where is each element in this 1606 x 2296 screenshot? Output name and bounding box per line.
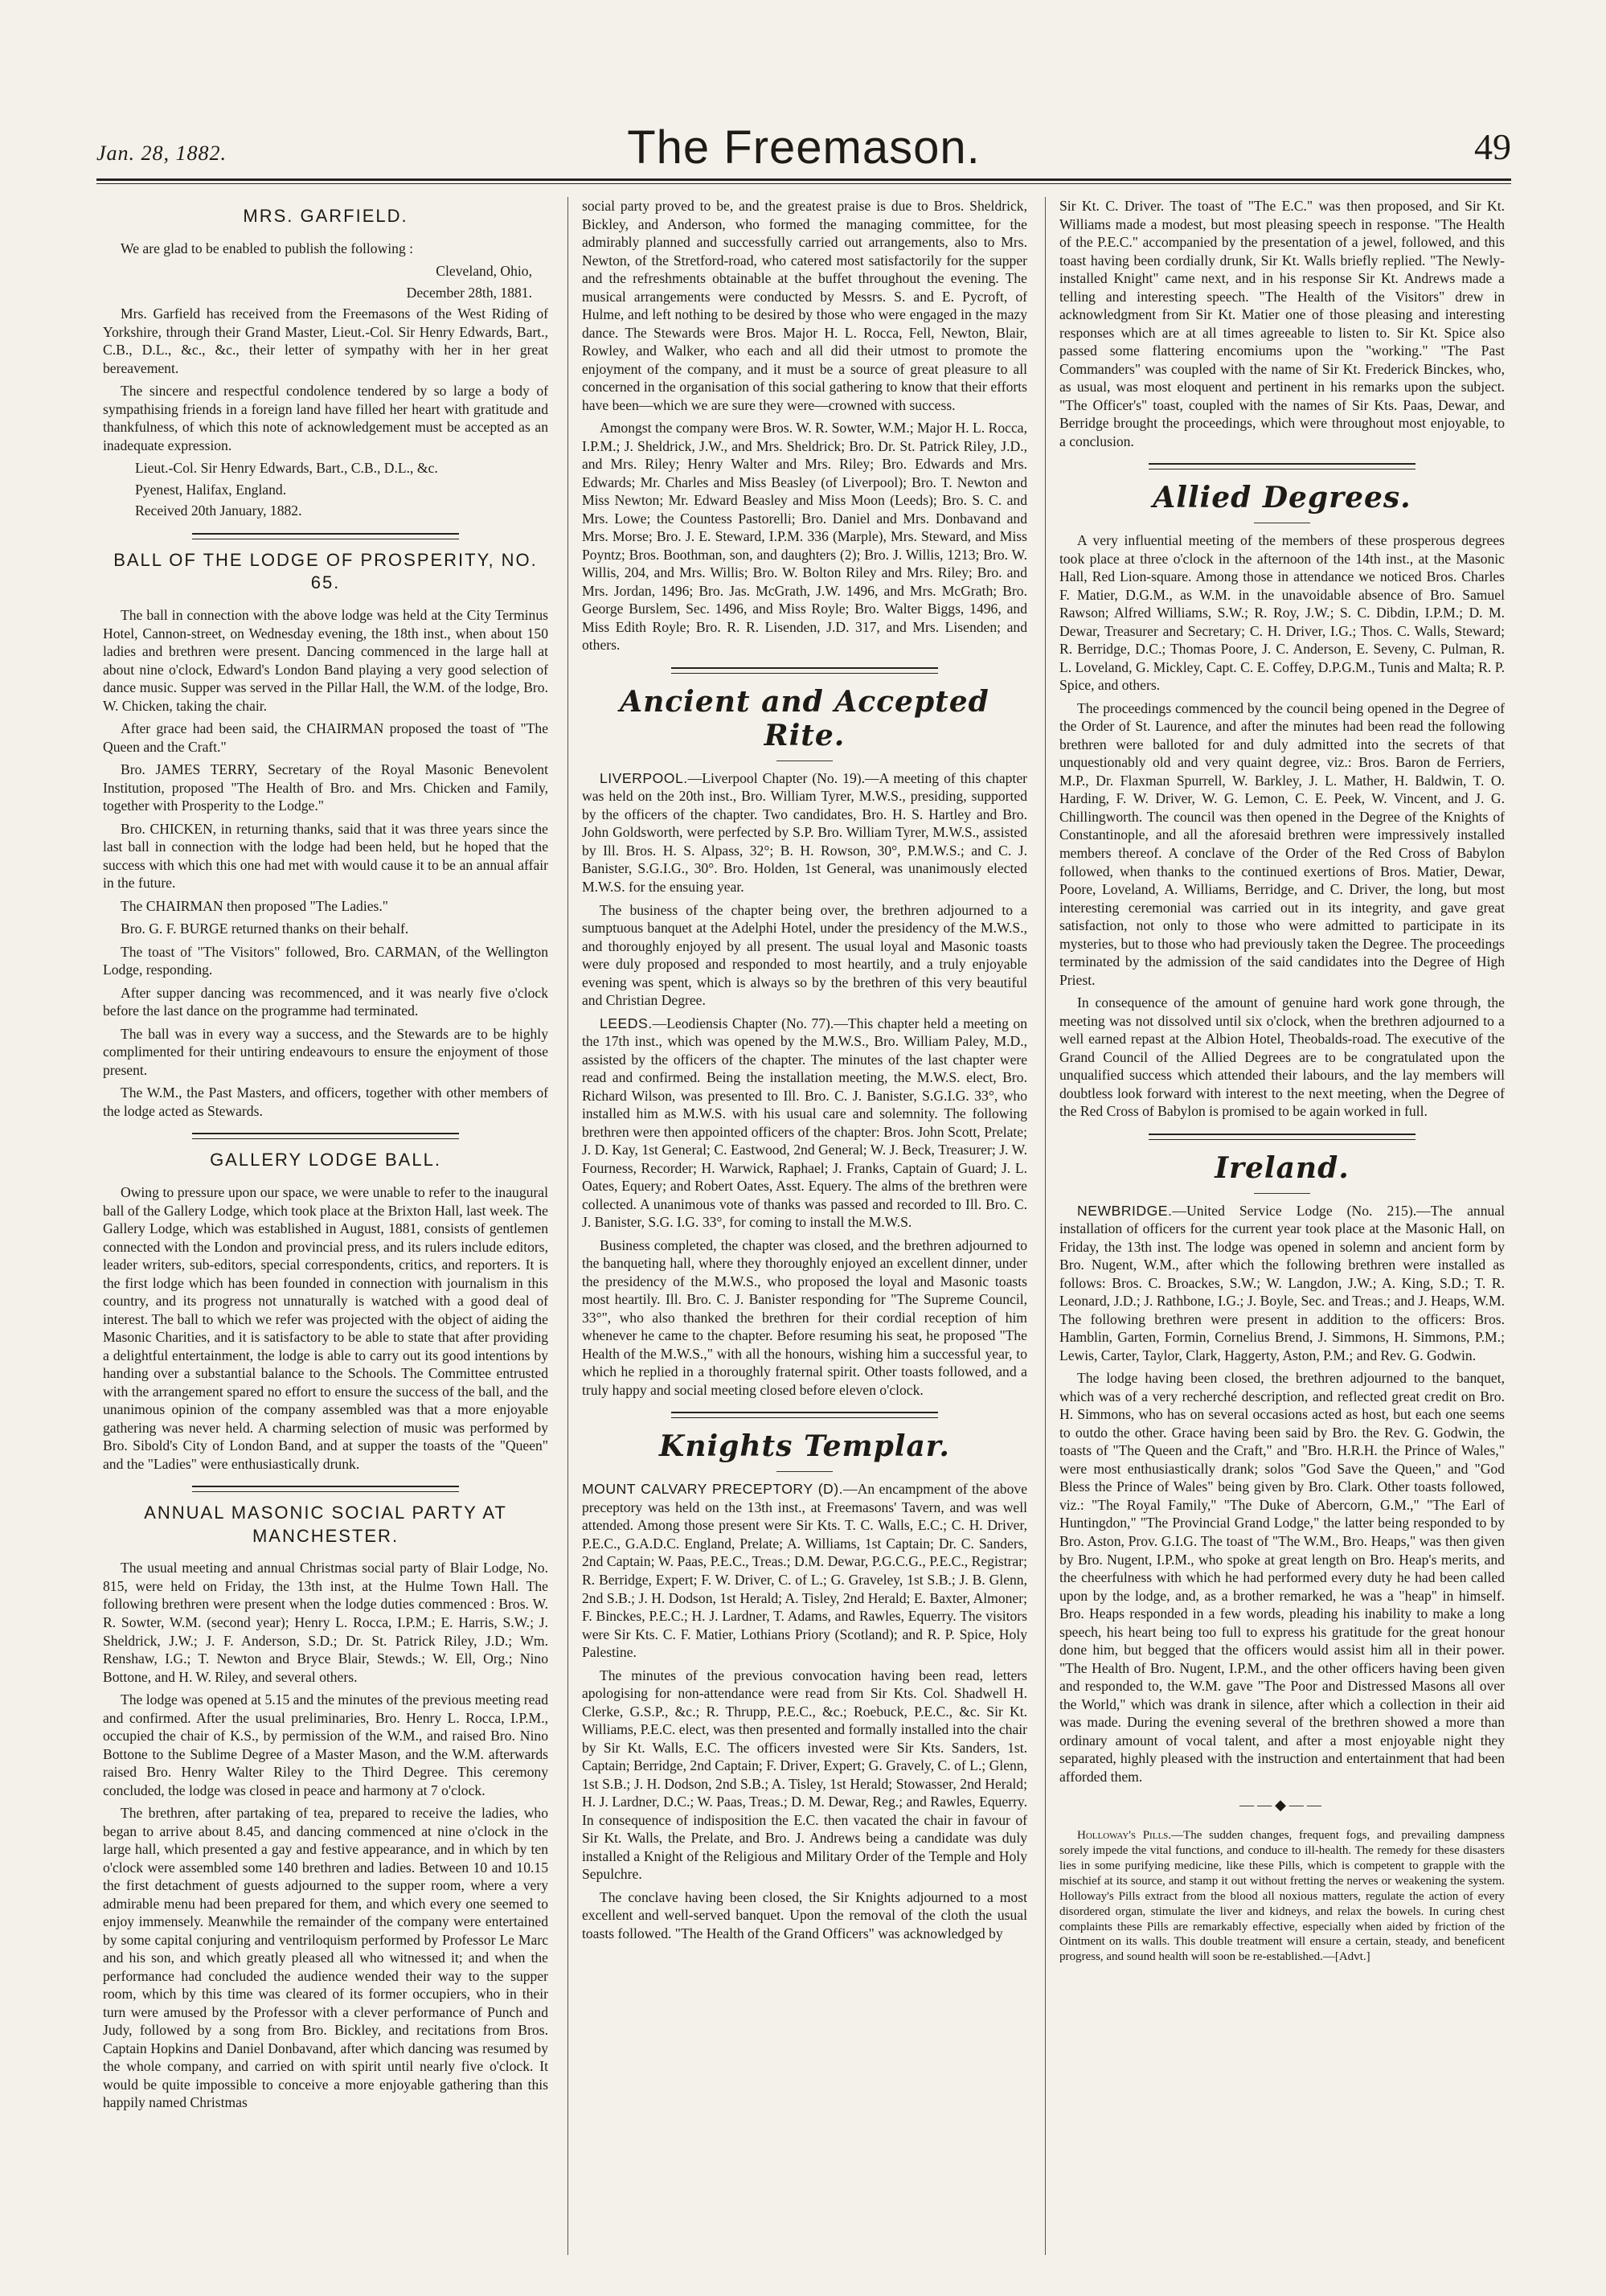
issue-date: Jan. 28, 1882. <box>96 141 227 165</box>
heading-rule <box>1254 1193 1310 1194</box>
column-divider <box>1045 197 1046 2255</box>
article-paragraph: The minutes of the previous convocation having been read, letters apologising for non-attendance were read from Sir Kts. Col. Shadwell H. Clerke, G.S.P., &c.; R. Thrupp, P.E.C., &c.; Roebuck, P.E.C., &c. Sir Kt. Williams, P.E.C. elect, was then presented and formally installed into the chair by Sir Kt. Walls, E.C. The officers invested were Sir Kts. Sanders, 1st. Captain; Berridge, 2nd Captain; F. Driver, Expert; G. Gravely, C. of L.; Glenn, 1st S.B.; J. H. Dodson, 2nd S.B.; A. Tisley, 1st Herald; Stowasser, 2nd Herald; H. J. Lardner, D.C.; W. Paas, Treas.; D. M. Dewar, Reg.; and Rawles, Equerry. In consequence of indisposition the E.C. then vacated the chair in favour of Sir Kt. Walls, the Prelate, and Bro. J. Andrews being a candidate was duly installed a Knight of the Religious and Military Order of the Temple and Holy Sepulchre. <box>582 1667 1027 1883</box>
article-paragraph: Owing to pressure upon our space, we were unable to refer to the inaugural ball of the Gallery Lodge, which took place at the Brixton Hall, last week. The Gallery Lodge, which was established in August, 1881, consists of gentlemen connected with the London and provincial press, and its rulers include editors, leader writers, sub-editors, special correspondents, critics, and reporters. It is the first lodge which has been founded in connection with journalism in this country, and its progress not unnaturally is watched with a good deal of interest. The ball to which we refer was projected with the object of aiding the Masonic Charities, and it is satisfactory to be able to state that after providing a delightful entertainment, the lodge is able to carry out its good intentions by handing over a substantial balance to the Schools. The Committee entrusted with the arrangement spared no effort to ensure the success of the ball, and the unanimous opinion of the company assembled was that a more enjoyable gathering was never held. A charming selection of music was performed by Bro. Sibold's City of London Band, and at supper the toasts of the "Queen" and the "Ladies" were enthusiastically drunk. <box>103 1184 548 1472</box>
article-paragraph: The ball in connection with the above lodge was held at the City Terminus Hotel, Cannon-street, on Wednesday evening, the 18th inst., when about 150 ladies and brethren were present. Dancing commenced in the large hall at about nine o'clock, Edward's London Band playing a very good selection of dance music. Supper was served in the Pillar Hall, the W.M. of the lodge, Bro. W. Chicken, taking the chair. <box>103 607 548 714</box>
section-rule <box>1149 1134 1415 1140</box>
page-number: 49 <box>1474 126 1511 167</box>
letter-address: Pyenest, Halifax, England. <box>135 481 287 498</box>
section-heading-allied-degrees: Allied Degrees. <box>1153 481 1411 515</box>
paper-title: The Freemason. <box>627 121 981 174</box>
article-paragraph: A very influential meeting of the members of these prosperous degrees took place at three o'clock in the afternoon of the 14th inst., at the Masonic Hall, Red Lion-square. Among those in attendance we noticed Bros. Charles F. Matier, D.G.M., as W.M. in the unavoidable absence of Bro. Samuel Rawson; Alfred Williams, S.W.; R. Roy, J.W.; S. C. Dibdin, I.P.M.; D. M. Dewar, Treasurer and Secretary; C. H. Driver, I.G.; Thos. C. Walls, Steward; R. Berridge, D.C.; Thomas Poore, J. C. Anderson, E. Seveny, C. Pulman, R. L. Loveland, G. Mickley, Capt. C. E. Coffey, D.P.G.M., Tunis and Malta; R. P. Spice, and others. <box>1059 532 1505 694</box>
column-3 <box>1059 197 1505 2255</box>
dateline-newbridge: NEWBRIDGE. <box>1077 1202 1173 1219</box>
article-heading-garfield: MRS. GARFIELD. <box>243 206 408 226</box>
masthead-rule-thin <box>96 183 1511 184</box>
article-paragraph: In consequence of the amount of genuine hard work gone through, the meeting was not dissolved until six o'clock, when the brethren adjourned to a well earned repast at the Albion Hotel, Theobalds-road. The executive of the Grand Council of the Allied Degrees are to be congratulated upon the unqualified success which attended their labours, and the lay members will doubtless look forward with interest to the next meeting, when the Degree of the Red Cross of Babylon is promised to be again worked in full. <box>1059 994 1505 1120</box>
article-heading-gallery: GALLERY LODGE BALL. <box>210 1150 441 1171</box>
article-text: —United Service Lodge (No. 215).—The annual installation of officers for the current year took place at the Masonic Hall, on Friday, the 13th inst. The lodge was opened in solemn and ancient form by Bro. Nugent, W.M., after which the following brethren were installed as follows: Bros. C. Broackes, S.W.; W. Langdon, J.W.; A. King, S.D.; T. R. Leonard, J.D.; J. Rathbone, I.G.; J. Boyle, Sec. and Treas.; and J. Heaps, W.M. The following brethren were present in addition to the officers: Bros. Hamblin, Garten, Formin, Cornelius Brend, J. Simmons, H. Simmons, P.M.; Lewis, Carter, Taylor, Clark, Haggerty, Aston, P.M.; and Rev. G. Godwin. <box>1059 1202 1505 1363</box>
dateline-liverpool: LIVERPOOL. <box>600 769 688 786</box>
article-paragraph: Amongst the company were Bros. W. R. Sowter, W.M.; Major H. L. Rocca, I.P.M.; J. Sheldrick, J.W., and Mrs. Sheldrick; Bro. Dr. St. Patrick Riley, J.D., and Mrs. Riley; Henry Walter and Mrs. Riley; Bro. Edwards and Mrs. Edwards; Mr. Charles and Miss Beasley (of Liverpool); Bro. T. Newton and Miss Newton; Mr. Edward Beasley and Miss Moon (Leeds); Bro. S. C. and Mrs. Lowe; the Countess Pastorelli; Bro. Daniel and Mrs. Donbavand and Mrs. Morse; Bro. J. E. Steward, I.P.M. 336 (Marple), Mrs. Steward, and Miss Poyntz; Bros. Boothman, son, and daughters (2); Bro. J. Willis, 1213; Bro. W. Willis, 204, and Mrs. Willis; Bro. W. Bolton Riley and Mrs. Riley; Bro. and Mrs. Jordan, 1496; Bro. Jas. McGrath, J.W. 1496, and Mrs. McGrath; Bro. George Burslem, Sec. 1496, and Miss Royle; Bro. Walter Biggs, 1496, and Miss Edith Royle; Bro. R. R. Lisenden, J.D. 317, and Mrs. Lisenden; and others. <box>582 420 1027 654</box>
letter-place: Cleveland, Ohio, <box>436 263 532 280</box>
article-paragraph: Business completed, the chapter was closed, and the brethren adjourned to the banqueting hall, where they thoroughly enjoyed an excellent dinner, under the presidency of the M.W.S., who proposed the loyal and Masonic toasts most heartily. Ill. Bro. C. J. Banister responding for "The Supreme Council, 33°", who also thanked the brethren for their cordial reception of him whenever he came to the chapter. Before resuming his seat, he proposed "The Health of the M.W.S.," with all the honours, wishing him a successful year, to which he replied in a thoroughly fraternal spirit. Other toasts followed, and a truly happy and social meeting closed before eleven o'clock. <box>582 1236 1027 1398</box>
article-paragraph: Bro. CHICKEN, in returning thanks, said that it was three years since the last ball in connection with the lodge had been held, but he hoped that the success with which this one had met with would cause it to be an annual affair in the future. <box>103 820 548 892</box>
article-paragraph: The business of the chapter being over, the brethren adjourned to a sumptuous banquet at the Adelphi Hotel, under the presidency of the M.W.S., and thoroughly enjoyed by all present. The usual loyal and Masonic toasts were duly proposed and responded to most heartily, and a truly enjoyable evening was spent, which is always so by the brethren of this very beautiful and Christian Degree. <box>582 901 1027 1009</box>
advert-name: Holloway's Pills. <box>1077 1829 1172 1843</box>
dateline-leeds: LEEDS. <box>600 1015 653 1031</box>
article-paragraph: The proceedings commenced by the council being opened in the Degree of the Order of St. Laurence, and after the minutes had been read the following brethren were balloted for and duly admitted into the secrets of that unquestionably old and very quaint degree, viz.: Bros. Baron de Ferriers, M.P., Dr. Flaxman Spurrell, W. Barkley, J. L. Mather, H. Baldwin, T. O. Harding, F. W. Driver, W. G. Lemon, C. E. Peek, W. Vincent, and J. G. Chillingworth. The council was then opened in the Degree of the Knights of Constantinople, and all the aforesaid brethren were impressively installed members thereof. A conclave of the Order of the Red Cross of Babylon followed, when thanks to the continued exertions of Bros. Matier, Dewar, Poore, Loveland, A. Williams, Berridge, and C. Driver, the long, but most interesting ceremonial was carried out in its integrity, and gave great satisfaction, not only to those who were admitted to participate in its mysteries, but to those who had previously taken the Degree. The proceedings terminated by the admission of the said candidates into the Degree of High Priest. <box>1059 699 1505 988</box>
article-paragraph: social party proved to be, and the greatest praise is due to Bros. Sheldrick, Bickley, and Anderson, who formed the managing committee, for the admirably planned and successfully carried out arrangements, also to Mrs. Newton, of the Stretford-road, who catered most satisfactorily for the supper and the refreshments obtainable at the buffet throughout the evening. The musical arrangements were conducted by Messrs. S. and E. Pycroft, of Hulme, and left nothing to be desired by those who were engaged in the mazy dance. The Stewards were Bros. Major H. L. Rocca, Fell, Newton, Blair, Rowley, and Walker, who each and all did their utmost to promote the enjoyment of the company, and it must be a source of great pleasure to all concerned in the organisation of this social gathering to know that their efforts have been—which we are sure they were—crowned with success. <box>582 198 1027 413</box>
column-divider <box>567 197 568 2255</box>
article-paragraph: The sincere and respectful condolence tendered by so large a body of sympathising friends in a foreign land have filled her heart with gratitude and thankfulness, of which this note of acknowledgement must be accepted as an inadequate expression. <box>103 383 548 453</box>
article-heading-prosperity: BALL OF THE LODGE OF PROSPERITY, NO. 65. <box>113 549 538 593</box>
masthead-rule <box>96 178 1511 181</box>
letter-received: Received 20th January, 1882. <box>135 502 302 519</box>
column-1 <box>103 197 548 2255</box>
article-paragraph: The lodge was opened at 5.15 and the minutes of the previous meeting read and confirmed. After the usual preliminaries, Bro. Henry L. Rocca, I.P.M., occupied the chair of K.S., by permission of the W.M., and raised Bro. Nino Bottone to the Sublime Degree of a Master Mason, and the W.M. afterwards raised Bro. Henry Walter Riley to the Third Degree. This ceremony concluded, the lodge was closed in peace and harmony at 7 o'clock. <box>103 1691 548 1798</box>
letter-addressee: Lieut.-Col. Sir Henry Edwards, Bart., C.B., D.L., &c. <box>135 460 438 477</box>
section-heading-ireland: Ireland. <box>1215 1150 1350 1185</box>
section-rule <box>1149 463 1415 469</box>
advertisement <box>1059 1828 1505 1965</box>
article-text: —An encampment of the above preceptory was held on the 13th inst., at Freemasons' Tavern, and was well attended. Among those present were Sir Kts. T. C. Walls, E.C.; C. H. Driver, P.E.C., G.A.D.C. England, Prelate; A. Williams, 1st Captain; Dr. C. Sanders, 2nd Captain; W. Paas, P.E.C., Treas.; D.M. Dewar, P.G.C.G., P.E.C., Registrar; R. Berridge, Expert; F. W. Driver, C. of L.; G. Graveley, 1st S.B.; J. B. Glenn, 2nd S.B.; J. H. Dodson, 1st Herald; A. Tisley, 2nd Herald; E. Baxter, Almoner; F. Binckes, P.E.C.; H. J. Lardner, T. Adams, and Rawles, Equerry. The visitors were Sir Kts. C. F. Matier, Lothians Priory (Scotland); and R. P. Spice, Holy Palestine. <box>582 1481 1027 1661</box>
article-heading-manchester: ANNUAL MASONIC SOCIAL PARTY AT MANCHESTER. <box>144 1503 507 1546</box>
article-paragraph: The conclave having been closed, the Sir Knights adjourned to a most excellent and well-served banquet. Upon the removal of the cloth the usual toasts followed. "The Health of the Grand Officers" was acknowledged by <box>582 1888 1027 1941</box>
section-rule <box>671 667 938 674</box>
article-paragraph: Bro. JAMES TERRY, Secretary of the Royal Masonic Benevolent Institution, proposed "The Health of Bro. and Mrs. Chicken and Family, together with Prosperity to the Lodge." <box>103 761 548 814</box>
article-paragraph: The lodge having been closed, the brethren adjourned to the banquet, which was of a very recherché description, and reflected great credit on Bro. H. Simmons, who has on several occasions acted as host, but each one seems to outdo the other. Grace having been said by Bro. the Rev. G. Godwin, the toasts of "The Queen and the Craft," and "Bro. H.R.H. the Prince of Wales," were most enthusiastically drank; solos "God Save the Queen," and "God Bless the Prince of Wales" being given by Bro. Clark. Other toasts followed, viz.: "The Royal Family," "The Duke of Abercorn, G.M.," "The Earl of Huntingdon," "The Provincial Grand Lodge," the latter being responded to by Bro. Aston, Prov. G.I.G. The toast of "The W.M., Bro. Heaps," was then given by Bro. Nugent, I.P.M., who spoke at great length on Bro. Heap's merits, and the cheerfulness with which he had performed every duty he had been called upon by the lodge, and, as a brother remarked, he was a "heap" in himself. Bro. Heaps responded in a few words, pleading his inability to make a long speech, his heart being too full to express his gratitude for the great honour done him, but begged that the officers would assist him all in their power. "The Health of Bro. Nugent, I.P.M., and the other officers having been given and responded to, the W.M. gave "The Poor and Distressed Masons all over the World," which was drank in silence, after which a collection in their aid was made. During the evening several of the brethren showed a more than ordinary amount of vocal talent, and after a most enjoyable night they separated, highly pleased with the instruction and entertainment that had been afforded them. <box>1059 1370 1505 1785</box>
subheading-mount-calvary: MOUNT CALVARY PRECEPTORY (D). <box>582 1481 844 1498</box>
article-paragraph: We are glad to be enabled to publish the following : <box>121 240 414 256</box>
article-text: —Liverpool Chapter (No. 19).—A meeting of this chapter was held on the 20th inst., Bro. William Tyrer, M.W.S., presiding, supported by the officers of the chapter. Two candidates, Bro. H. S. Hartley and Bro. John Goldsworth, were perfected by S.P. Bro. William Tyrer, M.W.S., assisted by Ill. Bros. H. S. Alpass, 32°; B. H. Rowson, 30°, P.M.W.S.; and C. J. Banister, S.G.I.G., 30°. Bro. Holden, 1st General, was unanimously elected M.W.S. for the ensuing year. <box>582 769 1027 895</box>
article-paragraph: The W.M., the Past Masters, and officers, together with other members of the lodge acted as Stewards. <box>103 1084 548 1119</box>
column-2 <box>582 197 1027 2255</box>
section-rule <box>192 1133 459 1139</box>
article-paragraph: The toast of "The Visitors" followed, Bro. CARMAN, of the Wellington Lodge, responding. <box>103 943 548 978</box>
article-paragraph: Mrs. Garfield has received from the Freemasons of the West Riding of Yorkshire, through their Grand Master, Lieut.-Col. Sir Henry Edwards, Bart., C.B., D.L., &c., &c., their letter of sympathy with her in her great bereavement. <box>103 305 548 376</box>
article-paragraph: The usual meeting and annual Christmas social party of Blair Lodge, No. 815, were held on Friday, the 13th inst, at the Hulme Town Hall. The following brethren were present when the lodge duties commenced : Bros. W. R. Sowter, W.M. (second year); Henry L. Rocca, I.P.M.; E. Harris, S.W.; J. Sheldrick, J.W.; J. F. Anderson, S.D.; Dr. St. Patrick Riley, J.D.; Wm. Renshaw, I.G.; T. Newton and Bryce Blair, Stewds.; W. Ell, Org.; Nino Bottone, and H. W. Riley, and several others. <box>103 1560 548 1685</box>
section-rule <box>192 1486 459 1492</box>
advert-text: —The sudden changes, frequent fogs, and prevailing dampness sorely impede the vital functions, and conduce to ill-health. The remedy for these disasters lies in some purifying medicine, like these Pills, which is competent to grapple with the mischief at its source, and stamp it out without fretting the nerves or weakening the system. Holloway's Pills extract from the blood all noxious matters, regulate the action of every disordered organ, stimulate the liver and kidneys, and relax the bowels. In curing chest complaints these Pills are remarkably effective, especially when aided by friction of the Ointment on its walls. This double treatment will ensure a certain, steady, and beneficent progress, and sound health will soon be re-established.—[Advt.] <box>1059 1829 1505 1964</box>
article-paragraph: After supper dancing was recommenced, and it was nearly five o'clock before the last dance on the programme had terminated. <box>103 984 548 1019</box>
article-paragraph: The brethren, after partaking of tea, prepared to receive the ladies, who began to arrive about 8.45, and dancing commenced at nine o'clock in the large hall, which presented a gay and festive appearance, and in which by ten o'clock were assembled some 140 brethren and ladies. Between 10 and 10.15 the first detachment of guests adjourned to the supper room, where a very admirable menu had been prepared for them, and which every one seemed to enjoy immensely. Meanwhile the remainder of the company were entertained by some capital conjuring and ventriloquism performed by Professor Le Marc and his son, and which greatly pleased all who witnessed it; and when the performance had concluded the audience wended their way to the supper room, which by this time was cleared of its former occupiers, who in their turn were amused by the Professor with a clever performance of Punch and Judy, followed by a song from Bro. Bickley, and recitations from Bros. Captain Hopkins and Daniel Donbavand, after which dancing was resumed by the whole company, and carried on with spirit until nearly five o'clock. It would be quite impossible to conceive a more enjoyable gathering than this happily named Christmas <box>103 1805 548 2111</box>
section-heading-knights-templar: Knights Templar. <box>659 1429 950 1464</box>
letter-date: December 28th, 1881. <box>406 284 532 301</box>
section-heading-ancient-rite: Ancient and Accepted Rite. <box>620 684 989 752</box>
heading-rule <box>776 1471 833 1472</box>
article-paragraph: The ball was in every way a success, and the Stewards are to be highly complimented for their untiring endeavours to ensure the enjoyment of those present. <box>103 1025 548 1078</box>
section-rule <box>671 1412 938 1418</box>
article-paragraph: Sir Kt. C. Driver. The toast of "The E.C." was then proposed, and Sir Kt. Williams made a modest, but most pleasing speech in response. "The Health of the P.E.C." accompanied by the presentation of a jewel, followed, and this toast having been cordially drunk, Sir Kt. Walls briefly replied. "The Newly-installed Knight" came next, and in his response Sir Kt. Andrews made a telling and interesting speech. "The Health of the Visitors" drew in acknowledgment from Sir Kt. Matier one of those pleasing and interesting responses which are at all times agreeable to listen to. Sir Kt. Spice also passed some flattering encomiums upon the "working." "The Past Commanders" was coupled with the name of Sir Kt. Frederick Binckes, who, as usual, was most eloquent and pertinent in his remarks upon the subject. "The Officer's" toast, coupled with the names of Sir Kts. Paas, Dewar, and Berridge brought the proceedings, which were throughout most enjoyable, to a conclusion. <box>1059 198 1505 449</box>
masthead <box>96 121 1511 174</box>
article-paragraph: After grace had been said, the CHAIRMAN proposed the toast of "The Queen and the Craft." <box>103 720 548 755</box>
ornament-divider: ——◆—— <box>1239 1797 1325 1814</box>
article-paragraph: The CHAIRMAN then proposed "The Ladies." <box>121 897 388 914</box>
article-paragraph: Bro. G. F. BURGE returned thanks on their behalf. <box>121 920 409 937</box>
section-rule <box>192 533 459 539</box>
article-text: —Leodiensis Chapter (No. 77).—This chapter held a meeting on the 17th inst., which was opened by the M.W.S., Bro. William Paley, M.D., assisted by the officers of the chapter. The minutes of the last chapter were read and confirmed. Being the installation meeting, the M.W.S. elect, Bro. Richard Wilson, was presented to Ill. Bro. C. J. Banister, S.G.I.G. 33°, who installed him as M.W.S. with his usual care and solemnity. The following brethren were then appointed officers of the chapter: Bros. John Scott, Prelate; J. D. Kay, 1st General; C. Eastwood, 2nd General; W. J. Beck, Treasurer; J. W. Fourness, Recorder; H. Warwick, Raphael; J. Franks, Captain of Guard; J. L. Oates, Equery; and Robert Oates, Asst. Equery. The alms of the brethren were collected. A unanimous vote of thanks was passed and recorded to Ill. Bro. C. J. Banister, S.G. I.G. 33°, for coming to install the M.W.S. <box>582 1015 1027 1231</box>
